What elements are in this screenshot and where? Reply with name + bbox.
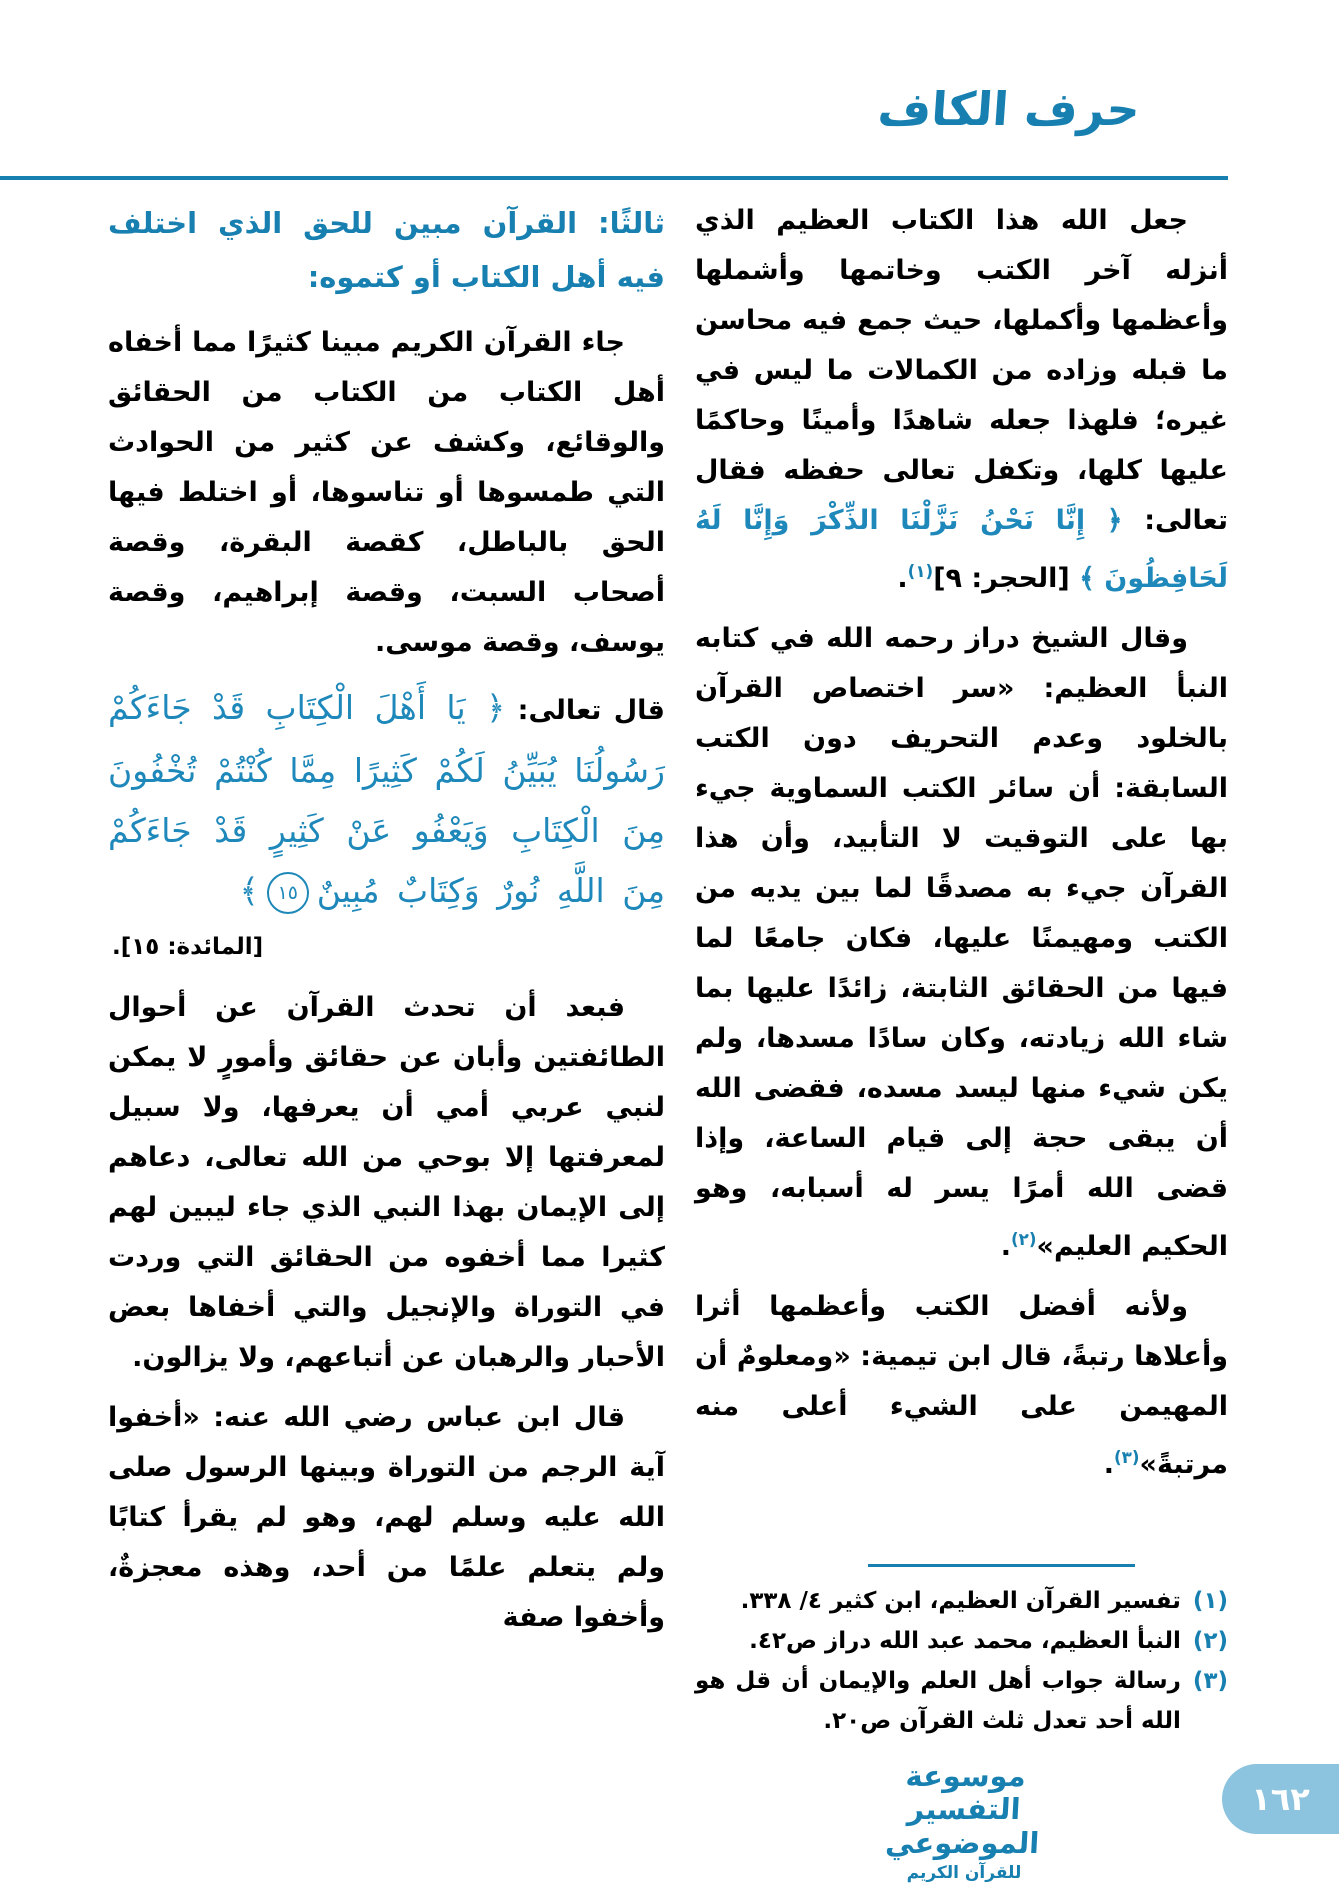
verse-reference: [الحجر: ٩] [933, 563, 1080, 594]
footnotes-section [695, 1564, 1228, 1741]
footnote-text: النبأ العظيم، محمد عبد الله دراز ص٤٢. [749, 1628, 1181, 1654]
quran-verse-text: ﴿ يَا أَهْلَ الْكِتَابِ قَدْ جَاءَكُمْ رَسُولُنَا يُبَيِّنُ لَكُمْ كَثِيرًا مِمَّا كُنْتُمْ تُخْفُونَ مِنَ الْكِتَابِ وَيَعْفُو عَنْ كَثِيرٍ قَدْ جَاءَكُمْ مِنَ اللَّهِ نُورٌ وَكِتَابٌ مُبِينٌ [108, 688, 665, 910]
paragraph-tail: . [897, 563, 908, 594]
logo-title-text: موسوعة التفسير الموضوعي [884, 1759, 1041, 1860]
paragraph: قال ابن عباس رضي الله عنه: «أخفوا آية الرجم من التوراة وبينها الرسول صلى الله عليه وسلم لهم، وهو لم يقرأ كتابًا ولم يتعلم علمًا من أحد، وهذه معجزةٌ، وأخفوا صفة [108, 1402, 665, 1633]
header-divider-rule [0, 176, 1228, 180]
paragraph-tail: . [1000, 1231, 1012, 1262]
paragraph: جاء القرآن الكريم مبينا كثيرًا مما أخفاه أهل الكتاب من الكتاب من الحقائق والوقائع، وكشف عن كثير من الحوادث التي طمسوها أو تناسوها، أو اختلط فيها الحق بالباطل، كقصة البقرة، وقصة أصحاب السبت، وقصة إبراهيم، وقصة يوسف، وقصة موسى. [108, 327, 665, 658]
footnote-marker: (٣) [1113, 1447, 1140, 1467]
quran-verse-inline: ﴿ إِنَّا نَحْنُ نَزَّلْنَا الذِّكْرَ وَإِنَّا لَهُ لَحَافِظُونَ ﴾ [695, 505, 1228, 594]
footnote-marker: (١) [907, 561, 934, 581]
footnote-marker: (٢) [1011, 1229, 1037, 1249]
paragraph: فبعد أن تحدث القرآن عن أحوال الطائفتين وأبان عن حقائق وأمورٍ لا يمكن لنبي عربي أمي أن يعرفها، ولا سبيل لمعرفتها إلا بوحي من الله تعالى، دعاهم إلى الإيمان بهذا النبي الذي جاء ليبين لهم كثيرا مما أخفوه من الحقائق التي وردت في التوراة والإنجيل والتي أخفاها بعض الأحبار والرهبان عن أتباعهم، ولا يزالون. [108, 992, 665, 1373]
quran-verse-block [108, 678, 665, 921]
footnote-number: (٢) [1192, 1628, 1228, 1654]
chapter-title: حرف الكاف [876, 82, 1142, 136]
verse-reference: [المائدة: ١٥]. [112, 934, 264, 960]
paragraph-text: ولأنه أفضل الكتب وأعظمها أثرا وأعلاها رتبةً، قال ابن تيمية: «ومعلومٌ أن المهيمن على الشيء أعلى منه مرتبةً» [695, 1291, 1228, 1480]
logo-subtitle-text: للقرآن الكريم [906, 1863, 1022, 1884]
footnote-item [695, 1621, 1228, 1661]
paragraph [695, 614, 1228, 1272]
paragraph [695, 1282, 1228, 1490]
footnote-number: (٣) [1192, 1668, 1228, 1694]
footnote-text: رسالة جواب أهل العلم والإيمان أن قل هو الله أحد تعدل ثلث القرآن ص٢٠. [695, 1668, 1181, 1734]
paragraph-tail: . [1103, 1449, 1114, 1480]
publisher-logo [844, 1760, 1084, 1884]
footnote-item [695, 1581, 1228, 1621]
section-heading: ثالثًا: القرآن مبين للحق الذي اختلف فيه أهل الكتاب أو كتموه: [108, 206, 665, 294]
paragraph-text: وقال الشيخ دراز رحمه الله في كتابه النبأ العظيم: «سر اختصاص القرآن بالخلود وعدم التحريف دون الكتب السابقة: أن سائر الكتب السماوية جيء بها على التوقيت لا التأبيد، وأن هذا القرآن جيء به مصدقًا لما بين يديه من الكتب ومهيمنًا عليها، فكان جامعًا لما فيها من الحقائق الثابتة، زائدًا عليها بما شاء الله زيادته، وكان سادًا مسدها، ولم يكن شيء منها ليسد مسده، فقضى الله أن يبقى حجة إلى قيام الساعة، وإذا قضى الله أمرًا يسر له أسبابه، وهو الحكيم العليم» [695, 623, 1228, 1262]
verse-intro: قال تعالى: [505, 695, 665, 726]
page-number-badge: ١٦٢ [1222, 1764, 1339, 1834]
footnotes-divider-rule [868, 1564, 1135, 1567]
column-left [108, 196, 665, 1756]
ayah-number-ornament: ١٥ [267, 872, 309, 914]
paragraph [695, 196, 1228, 604]
column-right [695, 196, 1228, 1741]
footnote-text: تفسير القرآن العظيم، ابن كثير ٤/ ٣٣٨. [740, 1588, 1181, 1614]
footnote-number: (١) [1192, 1588, 1228, 1614]
footnote-item [695, 1661, 1228, 1741]
paragraph-text: جعل الله هذا الكتاب العظيم الذي أنزله آخر الكتب وخاتمها وأشملها وأعظمها وأكملها، حيث جمع فيه محاسن ما قبله وزاده من الكمالات ما ليس في غيره؛ فلهذا جعله شاهدًا وأمينًا وحاكمًا عليها كلها، وتكفل تعالى حفظه فقال تعالى: [695, 205, 1228, 536]
quran-verse-close-ornament: ﴾ [239, 871, 259, 910]
